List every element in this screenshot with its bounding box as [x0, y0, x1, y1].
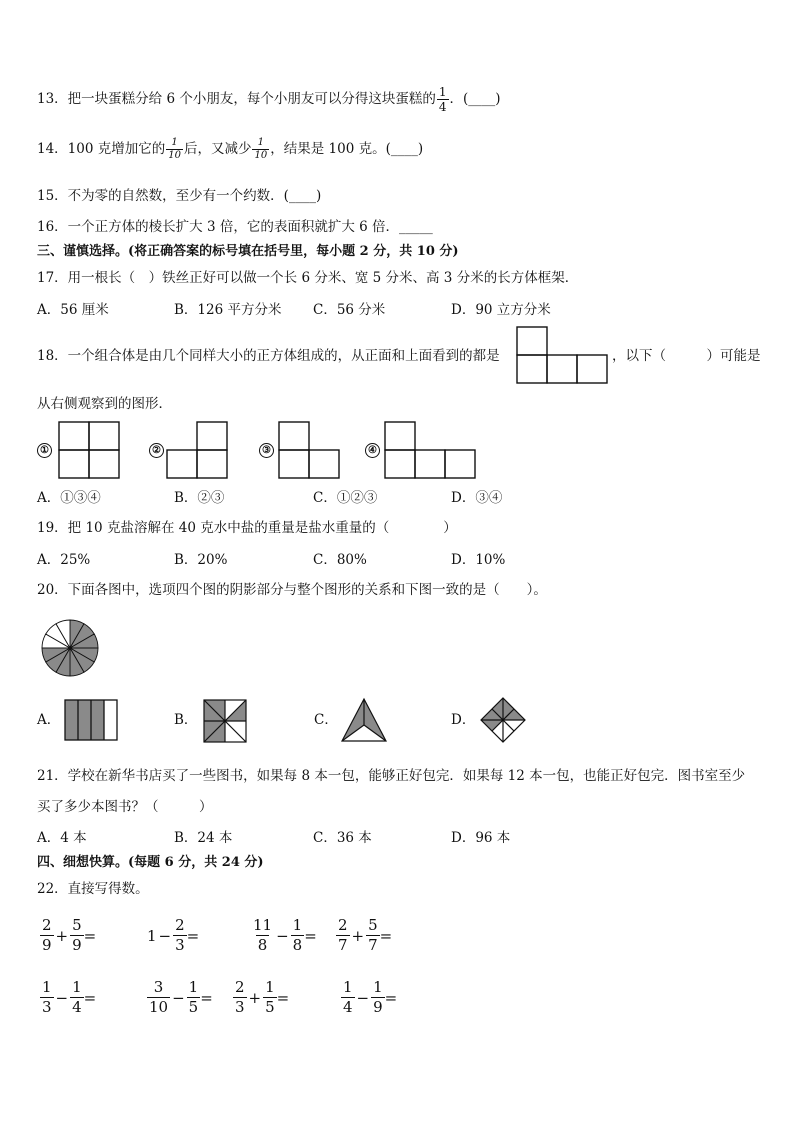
- q20-option-a-label[interactable]: A．: [37, 712, 61, 728]
- q17-option-d[interactable]: D．90 立方分米: [451, 302, 551, 318]
- question-20: 20．下面各图中，选项四个图的阴影部分与整个图形的关系和下图一致的是（ ）。: [37, 582, 547, 598]
- q20-option-c-figure[interactable]: [340, 697, 388, 743]
- calc-item-2[interactable]: 1 − $\frac{2}{3}$ =: [147, 916, 200, 954]
- q21-option-b[interactable]: B．24 本: [174, 830, 233, 846]
- question-18-text-c: 从右侧观察到的图形．: [37, 396, 172, 412]
- q21-option-c[interactable]: C．36 本: [313, 830, 372, 846]
- q14-text-c[interactable]: ，结果是 100 克。(____): [270, 141, 424, 157]
- q20-option-b-figure[interactable]: [203, 699, 247, 743]
- q18-option-a[interactable]: A．①③④: [37, 490, 101, 506]
- q17-option-b[interactable]: B．126 平方分米: [174, 302, 282, 318]
- q18-view-figure: [516, 326, 608, 384]
- question-21-text-a: 21．学校在新华书店买了一些图书，如果每 8 本一包，能够正好包完．如果每 12 本一包，也能正好包完．图书室至少: [37, 768, 746, 784]
- question-19: 19．把 10 克盐溶解在 40 克水中盐的重量是盐水重量的（ ）: [37, 520, 457, 536]
- q14-text-a: 14．100 克增加它的: [37, 141, 166, 157]
- q13-text: 13．把一块蛋糕分给 6 个小朋友，每个小朋友可以分得这块蛋糕的: [37, 91, 436, 107]
- question-18-text-b: ，以下（ ）可能是: [612, 348, 761, 364]
- q20-option-a-figure[interactable]: [64, 699, 118, 741]
- q19-option-c[interactable]: C．80%: [313, 552, 367, 568]
- q18-figure-label-1: ①: [37, 443, 52, 458]
- q18-figure-2: [166, 421, 228, 479]
- q18-figure-label-3: ③: [259, 443, 274, 458]
- q20-reference-circle: [40, 618, 100, 678]
- calc-item-4[interactable]: $\frac{2}{7}$ + $\frac{5}{7}$ =: [338, 916, 393, 954]
- q18-option-d[interactable]: D．③④: [451, 490, 503, 506]
- question-22: 22．直接写得数。: [37, 881, 149, 897]
- question-18-text-a: 18．一个组合体是由几个同样大小的正方体组成的，从正面和上面看到的都是: [37, 348, 500, 364]
- calc-item-8[interactable]: $\frac{1}{4}$ − $\frac{1}{9}$ =: [343, 978, 398, 1016]
- q18-option-c[interactable]: C．①②③: [313, 490, 378, 506]
- q19-option-b[interactable]: B．20%: [174, 552, 228, 568]
- q20-option-d-label[interactable]: D．: [451, 712, 476, 728]
- q21-option-a[interactable]: A．4 本: [37, 830, 87, 846]
- question-13: [37, 86, 501, 113]
- q14-fraction-2: $\frac{1}{10}$: [254, 137, 268, 161]
- question-14: [37, 138, 423, 161]
- q18-option-b[interactable]: B．②③: [174, 490, 225, 506]
- q20-option-d-figure[interactable]: [477, 696, 529, 744]
- q13-fraction: $\frac{1}{4}$: [438, 85, 447, 114]
- question-15[interactable]: 15．不为零的自然数，至少有一个约数．(____): [37, 188, 322, 204]
- question-17: 17．用一根长（ ）铁丝正好可以做一个长 6 分米、宽 5 分米、高 3 分米的长方体框架．: [37, 270, 579, 286]
- q14-text-b: 后，又减少: [183, 141, 252, 157]
- calc-item-7[interactable]: $\frac{2}{3}$ + $\frac{1}{5}$ =: [235, 978, 290, 1016]
- q13-answer-blank[interactable]: ．(____): [449, 91, 501, 107]
- q21-option-d[interactable]: D．96 本: [451, 830, 511, 846]
- q18-figure-label-2: ②: [149, 443, 164, 458]
- q17-option-a[interactable]: A．56 厘米: [37, 302, 109, 318]
- q19-option-d[interactable]: D．10%: [451, 552, 506, 568]
- calc-item-5[interactable]: $\frac{1}{3}$ − $\frac{1}{4}$ =: [42, 978, 97, 1016]
- q14-fraction-1: $\frac{1}{10}$: [168, 137, 181, 161]
- calc-item-3[interactable]: $\frac{11}{8}$ − $\frac{1}{8}$ =: [253, 916, 317, 954]
- question-16[interactable]: 16．一个正方体的棱长扩大 3 倍，它的表面积就扩大 6 倍．_____: [37, 219, 433, 235]
- q18-figure-3: [278, 421, 340, 479]
- q20-option-c-label[interactable]: C．: [314, 712, 338, 728]
- calc-item-1[interactable]: $\frac{2}{9}$ + $\frac{5}{9}$ =: [42, 916, 97, 954]
- q18-figure-label-4: ④: [365, 443, 380, 458]
- q18-figure-4: [384, 421, 476, 479]
- q17-option-c[interactable]: C．56 分米: [313, 302, 386, 318]
- q20-option-b-label[interactable]: B．: [174, 712, 198, 728]
- calc-item-6[interactable]: $\frac{3}{10}$ − $\frac{1}{5}$ =: [149, 978, 213, 1016]
- question-21-text-b: 买了多少本图书？（ ）: [37, 799, 213, 815]
- q18-figure-1: [58, 421, 120, 479]
- section-4-heading: 四、细想快算。(每题 6 分，共 24 分): [37, 855, 264, 870]
- q19-option-a[interactable]: A．25%: [37, 552, 91, 568]
- section-3-heading: 三、谨慎选择。(将正确答案的标号填在括号里，每小题 2 分，共 10 分): [37, 244, 459, 259]
